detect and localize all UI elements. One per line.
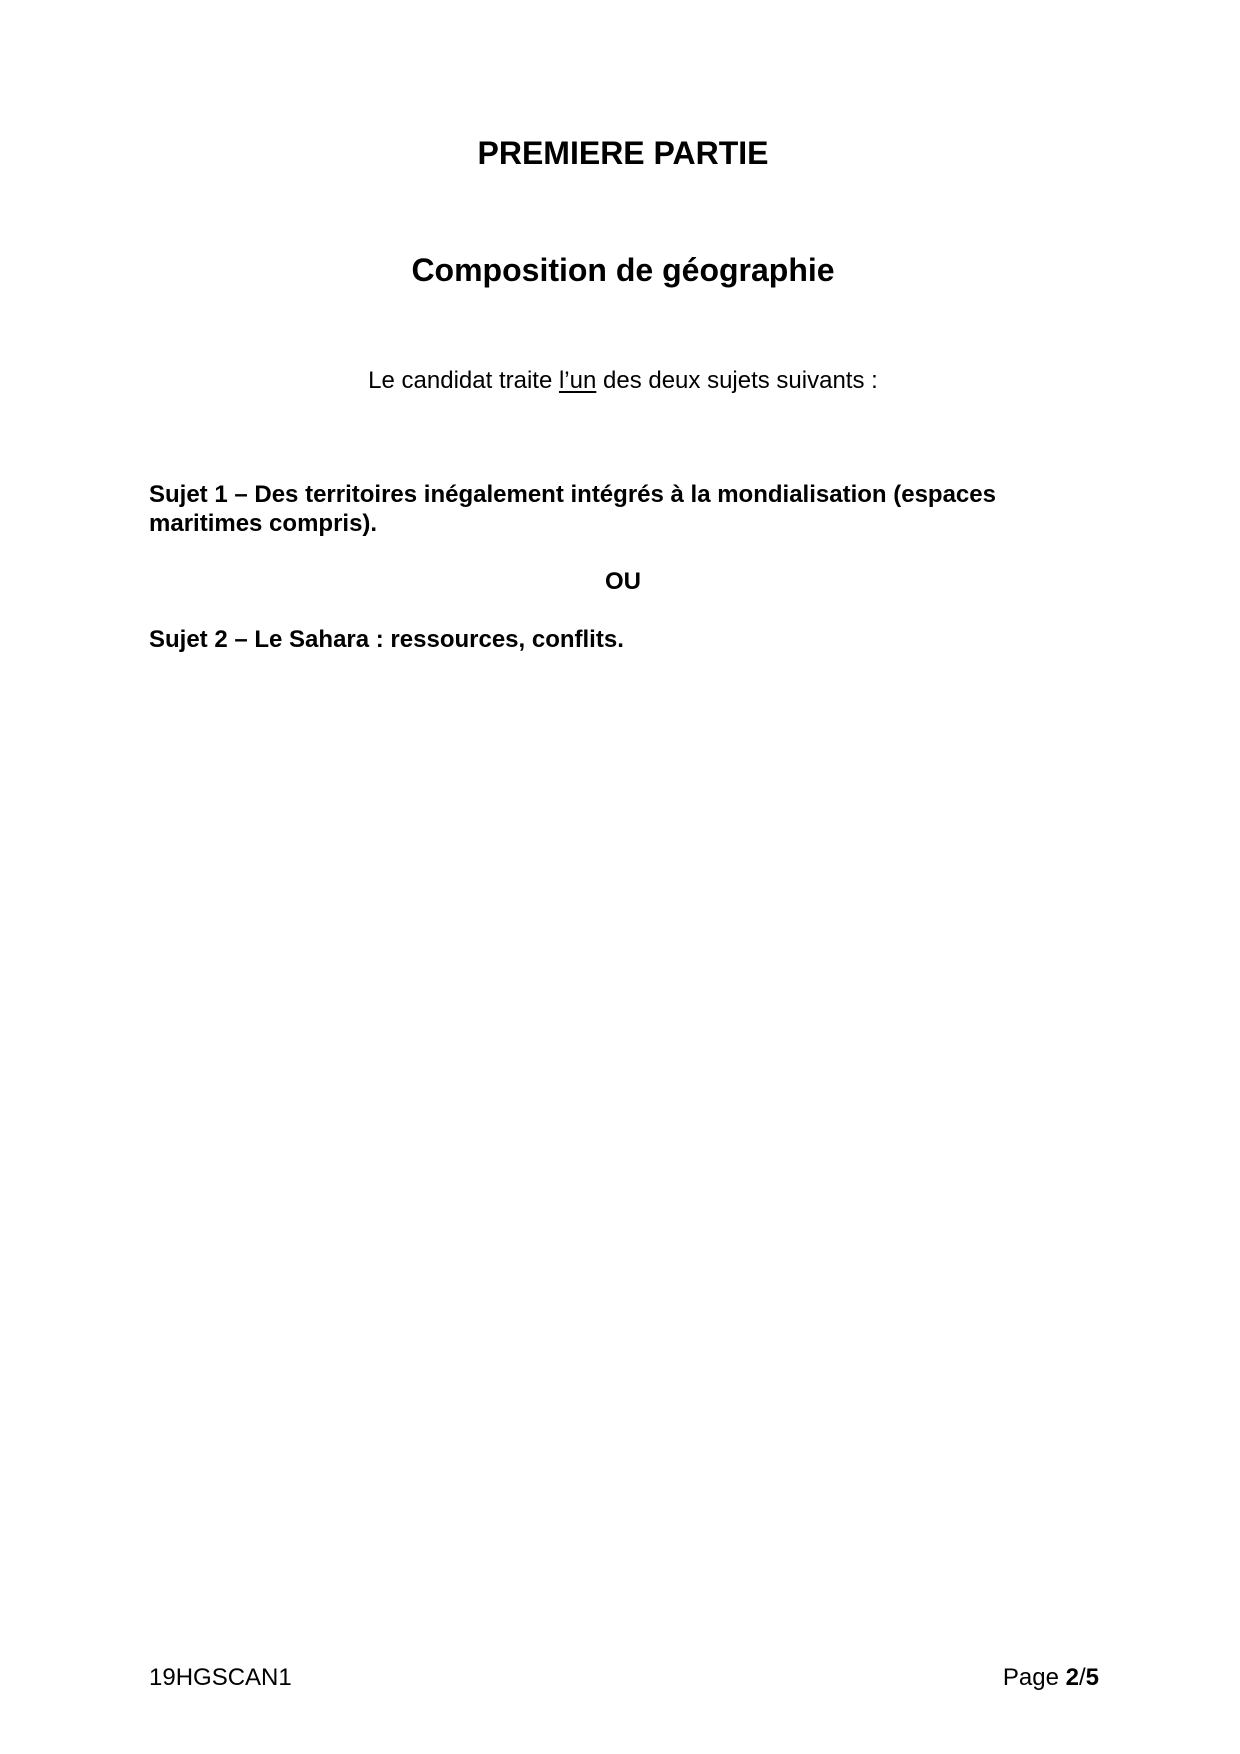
page-label: Page: [1002, 1664, 1066, 1691]
subject-1: Sujet 1 – Des territoires inégalement intégrés à la mondialisation (espaces maritimes compris).: [149, 481, 996, 537]
subject-2: Sujet 2 – Le Sahara : ressources, conflits.: [149, 626, 624, 653]
or-separator: OU: [605, 568, 641, 595]
exam-code: 19HGSCAN1: [149, 1664, 292, 1691]
instruction-before: Le candidat traite: [368, 367, 559, 394]
section-title: Composition de géographie: [411, 252, 835, 288]
instruction-after: des deux sujets suivants :: [596, 367, 878, 394]
part-title: PREMIERE PARTIE: [477, 135, 769, 171]
instruction-text: [0, 366, 1240, 396]
page-separator: /: [1078, 1664, 1086, 1691]
instruction-emphasis: l’un: [558, 367, 597, 394]
page-number: [1003, 1663, 1099, 1693]
page-current: 2: [1065, 1664, 1079, 1691]
page-total: 5: [1085, 1664, 1099, 1691]
